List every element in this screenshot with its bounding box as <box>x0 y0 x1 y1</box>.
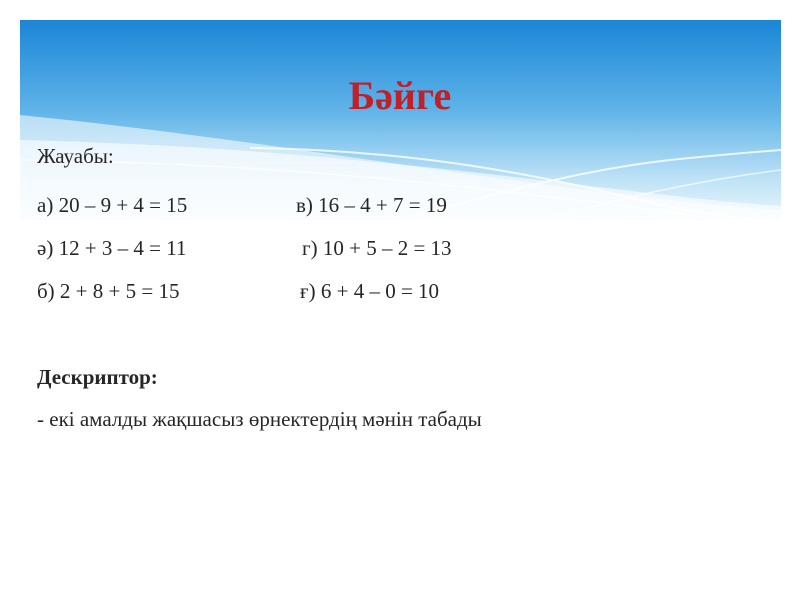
answer-row-right: г) 10 + 5 – 2 = 13 <box>302 236 452 260</box>
descriptor-text: - екі амалды жақшасыз өрнектердің мәнін табады <box>37 407 482 431</box>
answers-heading: Жауабы: <box>37 144 114 168</box>
slide-title: Бәйге <box>348 73 452 118</box>
descriptor-heading: Дескриптор: <box>37 365 158 389</box>
answer-row-right: в) 16 – 4 + 7 = 19 <box>296 193 447 217</box>
wave-decoration-icon <box>20 20 781 220</box>
sky-banner-background <box>20 20 781 220</box>
answer-row-left: а) 20 – 9 + 4 = 15 <box>37 193 188 217</box>
answer-row-left: ә) 12 + 3 – 4 = 11 <box>37 236 187 260</box>
answer-row-left: б) 2 + 8 + 5 = 15 <box>37 279 180 303</box>
answer-row-right: ғ) 6 + 4 – 0 = 10 <box>300 279 440 303</box>
